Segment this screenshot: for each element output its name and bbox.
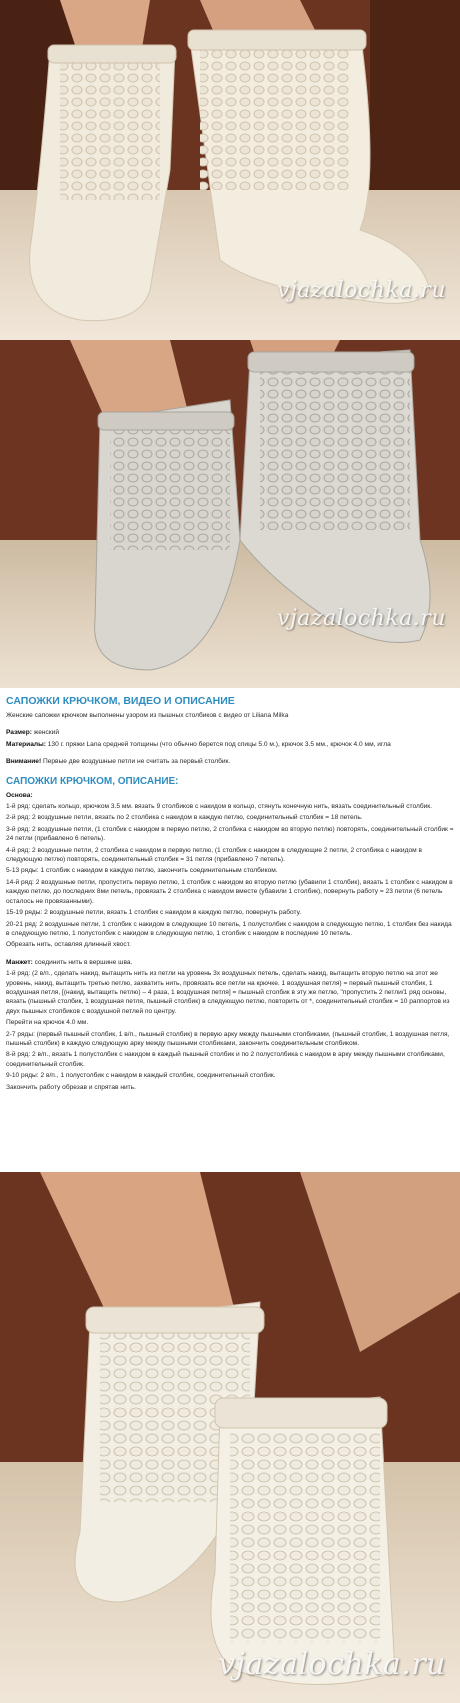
intro-text: Женские сапожки крючком выполнены узором из пышных столбиков с видео от Liliana Milka xyxy=(6,712,289,719)
article-text xyxy=(0,688,460,1172)
size-value: женский xyxy=(31,729,60,737)
base-heading xyxy=(6,791,454,800)
instruction-row: 1-й ряд: сделать кольцо, крючком 3.5 мм. вязать 9 столбиков с накидом в кольцо, стянуть конечную нить, вязать соединительный столбик. xyxy=(6,803,433,811)
article-title: САПОЖКИ КРЮЧКОМ, ВИДЕО И ОПИСАНИЕ xyxy=(6,695,235,707)
instruction-row: Перейти на крючок 4.0 мм. xyxy=(6,1019,89,1027)
instruction-row: 8-й ряд: 2 в/п., вязать 1 полустолбик с накидом в каждый пышный столбик и по 2 полустолбика с накидом в арку между пышными столбиками, соединительный столбик. xyxy=(6,1051,445,1068)
note-label: Внимание! xyxy=(6,758,42,766)
watermark: vjazalochka.ru xyxy=(277,278,446,303)
materials-value: 130 г. пряжи Lana средней толщины (что обычно берется под спицы 5.0 м.), крючок 3.5 мм., крючок 4.0 мм, игла xyxy=(45,740,391,748)
instruction-row: 4-й ряд: 2 воздушные петли, 2 столбика с накидом в первую петлю, (1 столбик с накидом в следующие 2 петли, 2 столбика с накидом в следующую петлю) повторять, соединительный столбик = 31 петля (прибавлено 7 петель). xyxy=(6,846,423,864)
instruction-row: 5-13 ряды: 1 столбик с накидом в каждую петлю, закончить соединительным столбиком. xyxy=(6,867,278,875)
instruction-row: 15-19 ряды: 2 воздушные петли, вязать 1 столбик с накидом в каждую петлю, повернуть работу. xyxy=(6,909,302,917)
note-line xyxy=(6,757,454,766)
watermark: vjazalochka.ru xyxy=(277,606,446,631)
base-heading-label: Основа: xyxy=(6,791,33,799)
size-label: Размер: xyxy=(6,729,32,737)
photo-middle xyxy=(0,340,460,688)
instruction-row: Обрезать нить, оставляя длинный хвост. xyxy=(6,941,131,949)
materials-label: Материалы: xyxy=(6,740,46,748)
photo-bottom xyxy=(0,1172,460,1703)
instruction-row: Закончить работу обрезав и спрятав нить. xyxy=(6,1083,136,1091)
size-line xyxy=(6,728,454,737)
instruction-row: 2-й ряд: 2 воздушные петли, вязать по 2 столбика с накидом в каждую петлю, соединительный столбик = 18 петель. xyxy=(6,814,363,822)
instruction-row: 14-й ряд: 2 воздушные петли, пропустить первую петлю, 1 столбик с накидом во вторую петлю (убавили 1 столбик), вязать 1 столбик с накидом в каждую петлю, до последних 8ми петель, провязать 2 столбика с накидом вместе (убавили 1 столбик), повернуть работу = 23 петли (6 петель осталось не провязанными). xyxy=(6,878,453,905)
boots-grey-photo xyxy=(0,340,460,688)
materials-line xyxy=(6,740,454,749)
note-value: Первые две воздушные петли не считать за первый столбик. xyxy=(41,758,231,766)
cuff-intro-text: соединить нить в вершине шва. xyxy=(32,958,133,966)
article-subtitle: САПОЖКИ КРЮЧКОМ, ОПИСАНИЕ: xyxy=(6,775,179,787)
cuff-label: Манжет: xyxy=(6,958,33,966)
instruction-row: 20-21 ряд: 2 воздушные петли, 1 столбик с накидом в следующие 10 петель, 1 полустолбик с накидом в следующую петлю, 1 столбик без накида в следующую петлю, 1 полустолбик с накидом в следующую петлю, 1 столбик с накидом в последние 10 петель. xyxy=(6,920,452,937)
instruction-row: 1-й ряд: (2 в/п., сделать накид, вытащить нить из петли на уровень 3х воздушных петель, сделать накид, вытащить вторую петлю на этот же уровень, накид, вытащить третью петлю, захватить нить, провязать все петли на крючке. 1 воздушная петля) = первый пышный столбик, 1 воздушная петля, [(накид, вытащить петлю) – 4 раза, 1 воздушная петля] = пышный столбик в эту же петлю, "пропустить 2 петли/1 ряд основы, вязать (пышный столбик, 1 воздушная петля, пышный столбик) в следующую петлю, повторить от *, соединительный столбик = 10 раппортов из двух пышных столбиков с воздушной петлей по центру. xyxy=(6,970,450,1015)
instruction-row: 3-й ряд: 2 воздушные петли, (1 столбик с накидом в первую петлю, 2 столбика с накидом во вторую петлю) повторять, соединительный столбик = 24 петли (прибавлено 6 петель). xyxy=(6,825,454,843)
instruction-row: 2-7 ряды: (первый пышный столбик, 1 в/п., пышный столбик) в первую арку между пышными столбиками, (пышный столбик, 1 воздушная петля, пышный столбик) в каждую следующую арку между пышными столбиками, закончить соединительным столбиком. xyxy=(6,1030,450,1047)
watermark: vjazalochka.ru xyxy=(218,1647,446,1682)
instruction-row: 9-10 ряды: 2 в/п., 1 полустолбик с накидом в каждый столбик, соединительный столбик. xyxy=(6,1072,276,1080)
photo-top xyxy=(0,0,460,340)
boots-cream-worn-photo xyxy=(0,1172,460,1703)
cuff-intro xyxy=(6,958,454,967)
